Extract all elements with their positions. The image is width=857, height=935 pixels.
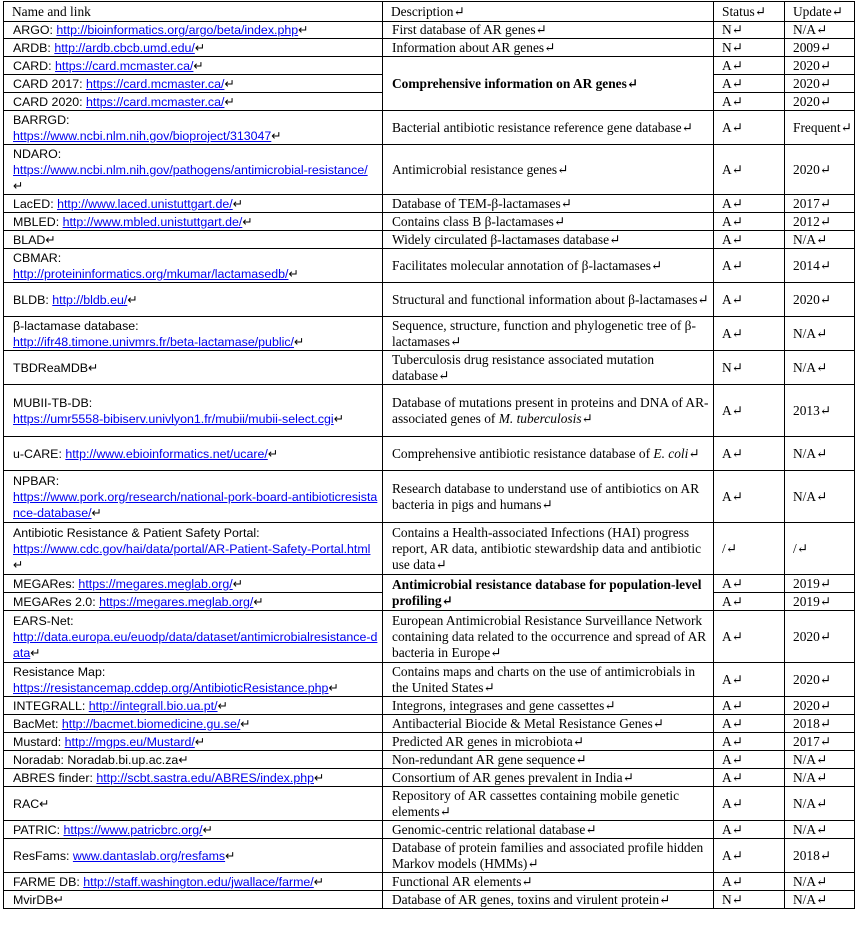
db-link[interactable]: https://megares.meglab.org/ [78,576,233,591]
db-link[interactable]: https://megares.meglab.org/ [99,594,254,609]
db-link[interactable]: http://www.ebioinformatics.net/ucare/ [65,446,268,461]
update-cell: 2020↵ [785,611,855,663]
db-link[interactable]: https://card.mcmaster.ca/ [86,94,225,109]
paragraph-mark: ↵ [13,178,24,193]
table-row [4,111,855,145]
paragraph-mark: ↵ [240,716,251,731]
paragraph-mark: ↵ [13,557,24,572]
description-text: Facilitates molecular annotation of β-lactamases↵ [392,257,663,273]
status-cell: A↵ [714,769,785,787]
description-text: First database of AR genes↵ [392,22,547,37]
table-row [4,663,855,697]
description-text: Antimicrobial resistance genes↵ [392,161,569,177]
db-name: MvirDB↵ [13,892,64,907]
status-cell: A↵ [714,471,785,523]
description-cell [383,787,714,821]
description-cell [383,471,714,523]
update-cell: N/A↵ [785,22,855,39]
description-text: Database of mutations present in proteins and DNA of AR-associated genes of [392,394,709,426]
name-cell [4,471,383,523]
paragraph-mark: ↵ [328,680,339,695]
update-cell: 2018↵ [785,715,855,733]
update-cell: N/A↵ [785,787,855,821]
db-name: u-CARE: [13,446,66,461]
table-row [4,385,855,437]
description-text: Tuberculosis drug resistance associated mutation database↵ [392,351,655,383]
update-cell: 2020↵ [785,697,855,715]
db-name: MUBII-TB-DB: [13,395,93,410]
header-name: Name and link [4,2,383,22]
name-cell [4,593,383,611]
paragraph-mark: ↵ [242,214,253,229]
description-text: Contains maps and charts on the use of antimicrobials in the United States↵ [392,663,696,695]
name-cell [4,611,383,663]
table-row [4,437,855,471]
description-text: Contains a Health-associated Infections (HAI) progress report, AR data, antibiotic stewardship data and antibiotic use data↵ [392,524,702,572]
db-link[interactable]: https://www.pork.org/research/national-pork-board-antibioticresistance-database/ [13,489,378,520]
db-link[interactable]: http://scbt.sastra.edu/ABRES/index.php [96,770,314,785]
db-link[interactable]: http://ardb.cbcb.umd.edu/ [54,40,195,55]
paragraph-mark: ↵ [253,594,264,609]
table-row [4,249,855,283]
db-link[interactable]: http://staff.washington.edu/jwallace/farme/ [83,874,314,889]
description-cell [383,697,714,715]
name-cell [4,111,383,145]
name-cell [4,873,383,891]
update-cell: N/A↵ [785,471,855,523]
header-description: Description↵ [383,2,714,22]
status-cell: N↵ [714,22,785,39]
name-cell [4,39,383,57]
description-cell [383,57,714,111]
name-cell [4,523,383,575]
paragraph-mark: ↵ [193,58,204,73]
db-name: CBMAR: [13,250,62,265]
description-text: Database of AR genes, toxins and virulent protein↵ [392,891,671,907]
paragraph-mark: ↵ [224,76,235,91]
paragraph-mark: ↵ [30,645,41,660]
header-update: Update↵ [785,2,855,22]
description-text: Genomic-centric relational database↵ [392,821,597,837]
description-cell [383,195,714,213]
table-row [4,57,855,75]
db-name: Noradab: Noradab.bi.up.ac.za↵ [13,752,189,767]
table-row [4,145,855,195]
update-cell: N/A↵ [785,437,855,471]
status-cell: A↵ [714,593,785,611]
db-link[interactable]: https://www.patricbrc.org/ [63,822,203,837]
table-row [4,22,855,39]
status-cell: A↵ [714,213,785,231]
description-text: Comprehensive antibiotic resistance database of [392,445,654,461]
db-name: Antibiotic Resistance & Patient Safety Portal: [13,525,260,540]
paragraph-mark: ↵ [267,446,279,461]
db-name: INTEGRALL: [13,698,89,713]
paragraph-mark: ↵ [127,292,138,307]
name-cell [4,437,383,471]
description-cell [383,111,714,145]
status-cell: A↵ [714,839,785,873]
table-row [4,611,855,663]
table-row [4,697,855,715]
db-link[interactable]: https://umr5558-bibiserv.univlyon1.fr/mubii/mubii-select.cgi [13,411,334,426]
db-link[interactable]: https://card.mcmaster.ca/ [55,58,194,73]
table-row [4,733,855,751]
status-cell: A↵ [714,437,785,471]
db-link[interactable]: http://bioinformatics.org/argo/beta/index.php [56,23,299,37]
status-cell: A↵ [714,611,785,663]
db-name: β-lactamase database: [13,318,139,333]
description-text: Comprehensive information on AR genes↵ [392,75,639,91]
description-cell [383,249,714,283]
ar-database-table [3,1,855,909]
description-cell [383,751,714,769]
paragraph-mark: ↵ [688,445,700,461]
update-cell: N/A↵ [785,769,855,787]
status-cell: A↵ [714,575,785,593]
table-row [4,351,855,385]
description-text: Predicted AR genes in microbiota↵ [392,733,584,749]
description-text: Consortium of AR genes prevalent in India↵ [392,769,634,785]
description-cell [383,769,714,787]
name-cell [4,663,383,697]
db-name: PATRIC: [13,822,64,837]
status-cell: A↵ [714,249,785,283]
table-row [4,787,855,821]
status-cell: A↵ [714,283,785,317]
table-body [4,22,855,909]
description-cell [383,715,714,733]
status-cell: N↵ [714,39,785,57]
description-text: Repository of AR cassettes containing mobile genetic elements↵ [392,787,680,819]
update-cell: Frequent↵ [785,111,855,145]
db-name: Resistance Map: [13,664,106,679]
name-cell [4,839,383,873]
description-cell [383,663,714,697]
update-cell: 2020↵ [785,57,855,75]
table-row [4,839,855,873]
db-link[interactable]: http://www.laced.unistuttgart.de/ [57,196,233,211]
paragraph-mark: ↵ [91,505,102,520]
name-cell [4,697,383,715]
db-name: ARGO: [13,23,57,37]
db-link[interactable]: http://integrall.bio.ua.pt/ [88,698,218,713]
status-cell: A↵ [714,231,785,249]
table-row [4,575,855,593]
status-cell: A↵ [714,715,785,733]
description-cell [383,385,714,437]
paragraph-mark: ↵ [581,410,593,426]
update-cell: 2020↵ [785,75,855,93]
name-cell [4,715,383,733]
table-row [4,821,855,839]
db-name: LacED: [13,196,58,211]
paragraph-mark: ↵ [217,698,228,713]
db-name: BacMet: [13,716,62,731]
db-name: TBDReaMDB↵ [13,360,99,375]
name-cell [4,891,383,909]
name-cell [4,231,383,249]
status-cell: A↵ [714,195,785,213]
description-text: Contains class B β-lactamases↵ [392,213,566,229]
table-row [4,471,855,523]
description-cell [383,821,714,839]
db-name: BARRGD: [13,112,70,127]
paragraph-mark: ↵ [202,822,213,837]
table-row [4,523,855,575]
status-cell: A↵ [714,57,785,75]
update-cell: 2019↵ [785,575,855,593]
status-cell: A↵ [714,111,785,145]
db-link[interactable]: http://bldb.eu/ [52,292,128,307]
description-text: Antimicrobial resistance database for population-level profiling↵ [392,576,702,608]
update-cell: 2013↵ [785,385,855,437]
table-row [4,873,855,891]
status-cell: A↵ [714,821,785,839]
table-row [4,39,855,57]
status-cell: A↵ [714,873,785,891]
db-name: CARD 2017: [13,76,87,91]
description-cell [383,351,714,385]
table-row [4,231,855,249]
name-cell [4,195,383,213]
description-cell [383,145,714,195]
name-cell [4,93,383,111]
name-cell [4,75,383,93]
table-row [4,213,855,231]
description-text: Database of TEM-β-lactamases↵ [392,195,572,211]
description-cell [383,437,714,471]
description-cell [383,733,714,751]
db-name: MEGARes 2.0: [13,594,100,609]
name-cell [4,57,383,75]
db-name: BLDB: [13,292,53,307]
description-text: Non-redundant AR gene sequence↵ [392,751,587,767]
paragraph-mark: ↵ [232,576,244,591]
update-cell: 2009↵ [785,39,855,57]
update-cell: 2012↵ [785,213,855,231]
update-cell: 2020↵ [785,663,855,697]
db-link[interactable]: http://www.mbled.unistuttgart.de/ [62,214,243,229]
db-name: CARD: [13,58,55,73]
table-row [4,195,855,213]
db-name: RAC↵ [13,796,50,811]
paragraph-mark: ↵ [298,23,309,37]
name-cell [4,769,383,787]
name-cell [4,385,383,437]
update-cell: 2020↵ [785,145,855,195]
name-cell [4,145,383,195]
db-link[interactable]: http://proteininformatics.org/mkumar/lactamasedb/ [13,266,289,281]
description-text: Functional AR elements↵ [392,873,533,889]
description-cell [383,611,714,663]
description-cell [383,873,714,891]
paragraph-mark: ↵ [271,128,282,143]
description-text: European Antimicrobial Resistance Surveillance Network containing data related to the occurrence and spread of AR bacteria in Europe↵ [392,612,707,660]
paragraph-mark: ↵ [314,770,325,785]
update-cell: N/A↵ [785,891,855,909]
name-cell [4,249,383,283]
status-cell: A↵ [714,663,785,697]
db-name: ResFams: [13,848,73,863]
description-cell [383,39,714,57]
db-link[interactable]: https://www.ncbi.nlm.nih.gov/bioproject/313047 [13,128,272,143]
name-cell [4,575,383,593]
paragraph-mark: ↵ [232,196,244,211]
db-name: MBLED: [13,214,63,229]
paragraph-mark: ↵ [194,734,206,749]
table-row [4,715,855,733]
db-link[interactable]: http://bacmet.biomedicine.gu.se/ [61,716,241,731]
status-cell: A↵ [714,385,785,437]
update-cell: 2019↵ [785,593,855,611]
name-cell [4,787,383,821]
status-cell: A↵ [714,751,785,769]
update-cell: 2014↵ [785,249,855,283]
name-cell [4,317,383,351]
description-cell [383,523,714,575]
description-cell [383,213,714,231]
db-name: Mustard: [13,734,65,749]
table-header-row [4,2,855,22]
description-text: Information about AR genes↵ [392,39,556,55]
db-name: MEGARes: [13,576,79,591]
name-cell [4,733,383,751]
description-italic: E. coli [653,445,689,461]
update-cell: 2020↵ [785,93,855,111]
update-cell: N/A↵ [785,231,855,249]
name-cell [4,213,383,231]
db-name: BLAD↵ [13,232,56,247]
name-cell [4,751,383,769]
status-cell: A↵ [714,317,785,351]
table-row [4,751,855,769]
update-cell: 2020↵ [785,283,855,317]
paragraph-mark: ↵ [194,40,206,55]
paragraph-mark: ↵ [293,334,305,349]
db-name: ARDB: [13,40,55,55]
db-link[interactable]: https://card.mcmaster.ca/ [86,76,225,91]
name-cell [4,351,383,385]
description-text: Bacterial antibiotic resistance reference gene database↵ [392,119,693,135]
db-link[interactable]: https://resistancemap.cddep.org/AntibioticResistance.php [13,680,329,695]
paragraph-mark: ↵ [224,94,235,109]
db-name: FARME DB: [13,874,84,889]
status-cell: A↵ [714,75,785,93]
db-name: CARD 2020: [13,94,87,109]
update-cell: N/A↵ [785,317,855,351]
description-cell [383,283,714,317]
description-text: Antibacterial Biocide & Metal Resistance Genes↵ [392,715,664,731]
name-cell [4,821,383,839]
status-cell: A↵ [714,145,785,195]
status-cell: A↵ [714,733,785,751]
db-link[interactable]: http://ifr48.timone.univmrs.fr/beta-lactamase/public/ [13,334,294,349]
update-cell: N/A↵ [785,351,855,385]
db-name: NPBAR: [13,473,60,488]
paragraph-mark: ↵ [288,266,299,281]
db-link[interactable]: https://www.cdc.gov/hai/data/portal/AR-Patient-Safety-Portal.html [13,541,371,556]
db-link[interactable]: http://mgps.eu/Mustard/ [64,734,195,749]
description-text: Structural and functional information about β-lactamases↵ [392,291,709,307]
status-cell: N↵ [714,351,785,385]
header-status: Status↵ [714,2,785,22]
description-text: Integrons, integrases and gene cassettes↵ [392,697,616,713]
description-text: Widely circulated β-lactamases database↵ [392,231,621,247]
paragraph-mark: ↵ [313,874,325,889]
update-cell: 2018↵ [785,839,855,873]
update-cell: N/A↵ [785,751,855,769]
db-name: NDARO: [13,146,62,161]
name-cell [4,22,383,39]
status-cell: N↵ [714,891,785,909]
update-cell: /↵ [785,523,855,575]
paragraph-mark: ↵ [225,848,236,863]
paragraph-mark: ↵ [333,411,345,426]
update-cell: 2017↵ [785,733,855,751]
update-cell: 2017↵ [785,195,855,213]
db-link[interactable]: http://data.europa.eu/euodp/data/dataset/antimicrobialresistance-data [13,629,378,660]
update-cell: N/A↵ [785,821,855,839]
db-link[interactable]: www.dantaslab.org/resfams [72,848,226,863]
db-name: EARS-Net: [13,613,74,628]
description-cell [383,891,714,909]
description-text: Sequence, structure, function and phylogenetic tree of β-lactamases↵ [392,317,696,349]
description-cell [383,22,714,39]
description-italic: M. tuberculosis [498,410,582,426]
description-cell [383,317,714,351]
table-row [4,891,855,909]
table-row [4,283,855,317]
status-cell: A↵ [714,93,785,111]
table-row [4,769,855,787]
status-cell: A↵ [714,697,785,715]
description-cell [383,231,714,249]
description-text: Database of protein families and associated profile hidden Markov models (HMMs)↵ [392,839,704,871]
name-cell [4,283,383,317]
db-name: ABRES finder: [13,770,97,785]
description-cell [383,839,714,873]
db-link[interactable]: https://www.ncbi.nlm.nih.gov/pathogens/antimicrobial-resistance/ [13,162,368,177]
description-text: Research database to understand use of antibiotics on AR bacteria in pigs and humans↵ [392,480,700,512]
table-row [4,317,855,351]
status-cell: A↵ [714,787,785,821]
description-cell [383,575,714,611]
status-cell: /↵ [714,523,785,575]
update-cell: N/A↵ [785,873,855,891]
